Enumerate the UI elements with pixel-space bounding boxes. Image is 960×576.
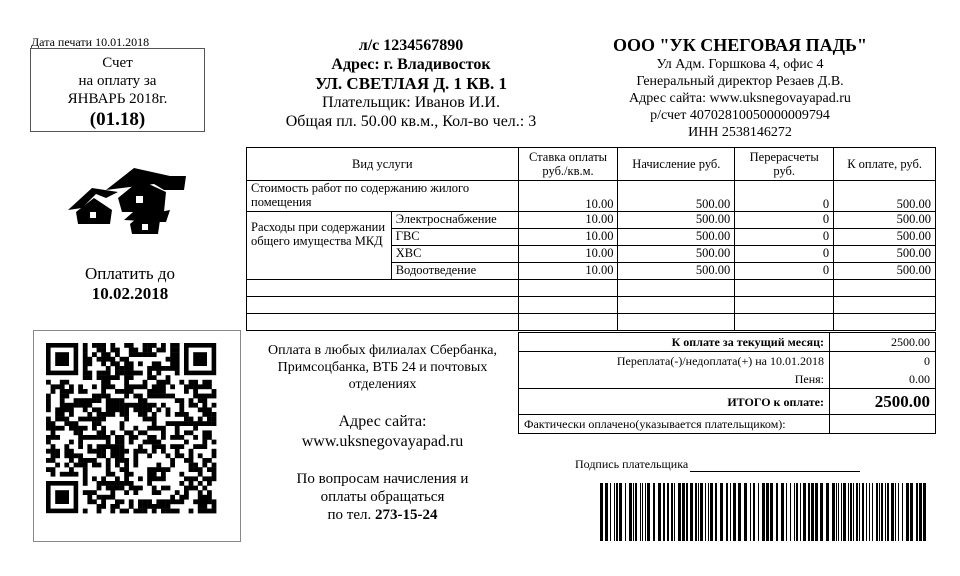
company-address: Ул Адм. Горшкова 4, офис 4 (656, 57, 824, 72)
service-charge: 500.00 (618, 246, 735, 263)
service-name: ХВС (391, 246, 518, 263)
service-due: 500.00 (834, 263, 936, 280)
account-block (246, 36, 576, 131)
service-charge: 500.00 (618, 263, 735, 280)
service-rate: 10.00 (518, 212, 618, 229)
header-charge: Начисление руб. (618, 148, 735, 181)
summary-table (518, 332, 936, 434)
service-due: 500.00 (834, 212, 936, 229)
qr-code-icon (33, 330, 241, 542)
service-charge: 500.00 (618, 212, 735, 229)
table-row-empty (247, 297, 936, 314)
service-rate: 10.00 (518, 263, 618, 280)
service-name: ГВС (391, 229, 518, 246)
contact-phone: 273-15-24 (374, 507, 438, 523)
service-recalc: 0 (735, 246, 834, 263)
table-row (247, 212, 936, 229)
company-account: р/счет 40702810050000009794 (650, 108, 830, 123)
table-row-empty (247, 280, 936, 297)
current-value: 2500.00 (830, 333, 936, 352)
total-value: 2500.00 (830, 389, 936, 415)
invoice-line1: Счет (102, 55, 133, 71)
service-rate: 10.00 (518, 246, 618, 263)
contact-line1: По вопросам начисления и (296, 471, 469, 487)
site-url[interactable]: www.uksnegovayapad.ru (301, 433, 464, 450)
barcode-icon (598, 483, 928, 541)
site-label: Адрес сайта: (338, 413, 427, 430)
group-label: Расходы при содержании общего имущества МКД (247, 212, 392, 280)
service-rate: 10.00 (518, 229, 618, 246)
overpay-label: Переплата(-)/недоплата(+) на 10.01.2018 (519, 352, 830, 371)
pay-due-label: Оплатить до (84, 264, 176, 283)
services-table (246, 147, 936, 331)
service-name: Водоотведение (391, 263, 518, 280)
header-rate: Ставка оплаты руб./кв.м. (518, 148, 618, 181)
service-recalc: 0 (735, 229, 834, 246)
payer-name: Плательщик: Иванов И.И. (322, 94, 500, 111)
header-due: К оплате, руб. (834, 148, 936, 181)
payment-info: Оплата в любых филиалах Сбербанка, Примсоцбанка, ВТБ 24 и почтовых отделениях (268, 343, 497, 392)
paid-label: Фактически оплачено(указывается плательщиком): (519, 415, 830, 434)
penalty-label: Пеня: (519, 370, 830, 389)
paid-value[interactable] (830, 415, 936, 434)
print-date: Дата печати 10.01.2018 (31, 35, 150, 49)
table-row-empty (247, 314, 936, 331)
invoice-code: (01.18) (89, 109, 146, 130)
signature (575, 457, 860, 472)
account-street: УЛ. СВЕТЛАЯ Д. 1 КВ. 1 (315, 74, 507, 93)
contact-prefix: по тел. (327, 507, 372, 523)
company-inn: ИНН 2538146272 (688, 125, 792, 140)
account-address: Адрес: г. Владивосток (331, 56, 491, 73)
service-recalc: 0 (735, 263, 834, 280)
area-info: Общая пл. 50.00 кв.м., Кол-во чел.: 3 (285, 113, 537, 130)
service-rate: 10.00 (518, 181, 618, 212)
table-row (247, 181, 936, 212)
account-number: л/с 1234567890 (358, 37, 464, 54)
service-charge: 500.00 (618, 229, 735, 246)
service-recalc: 0 (735, 212, 834, 229)
signature-line[interactable] (690, 471, 860, 472)
signature-label: Подпись плательщика (575, 457, 689, 471)
service-charge: 500.00 (618, 181, 735, 212)
current-label: К оплате за текущий месяц: (519, 333, 830, 352)
company-name: ООО "УК СНЕГОВАЯ ПАДЬ" (613, 35, 867, 55)
company-website: Адрес сайта: www.uksnegovayapad.ru (629, 91, 851, 106)
service-recalc: 0 (735, 181, 834, 212)
invoice-period: ЯНВАРЬ 2018г. (67, 91, 168, 107)
penalty-value: 0.00 (830, 370, 936, 389)
houses-icon (66, 162, 196, 242)
company-block (580, 34, 900, 141)
contact-line2: оплаты обращаться (320, 489, 445, 505)
service-due: 500.00 (834, 229, 936, 246)
contact-info (250, 470, 515, 524)
header-recalc: Перерасчеты руб. (735, 148, 834, 181)
header-service: Вид услуги (247, 148, 519, 181)
invoice-line2: на оплату за (78, 73, 157, 89)
pay-due-date: 10.02.2018 (91, 284, 169, 303)
service-name: Электроснабжение (391, 212, 518, 229)
service-due: 500.00 (834, 246, 936, 263)
service-due: 500.00 (834, 181, 936, 212)
invoice-box (30, 48, 205, 132)
overpay-value: 0 (830, 352, 936, 371)
site-info (250, 412, 515, 452)
company-director: Генеральный директор Резаев Д.В. (636, 74, 844, 89)
pay-due (30, 264, 230, 304)
table-header (247, 148, 936, 181)
total-label: ИТОГО к оплате: (519, 389, 830, 415)
service-name: Стоимость работ по содержанию жилого помещения (247, 181, 519, 212)
